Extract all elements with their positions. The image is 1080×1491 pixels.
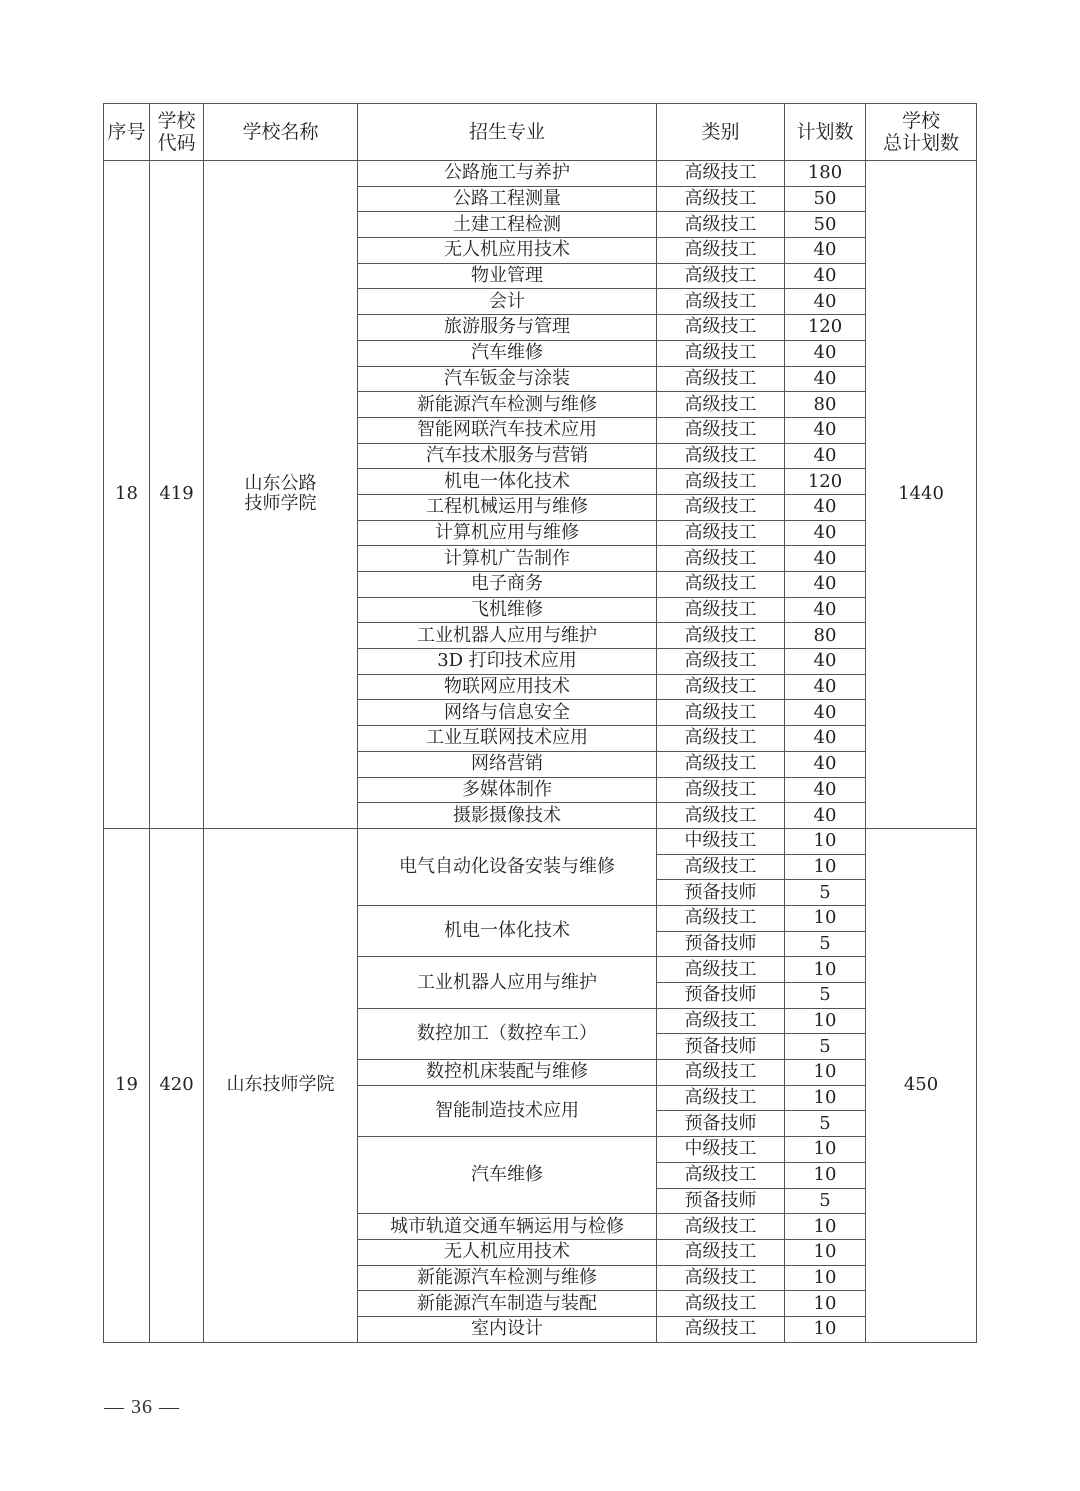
school-name-cell <box>204 828 358 1342</box>
school-name-line2: 技师学院 <box>244 493 317 515</box>
table-body <box>104 161 977 1343</box>
category-cell: 高级技工 <box>657 777 785 803</box>
header-school-code-line2: 代码 <box>157 132 196 154</box>
plan-count-cell: 10 <box>785 905 866 931</box>
category-cell: 高级技工 <box>657 700 785 726</box>
category-cell: 高级技工 <box>657 238 785 264</box>
category-cell: 高级技工 <box>657 674 785 700</box>
header-plan: 计划数 <box>785 104 866 161</box>
major-cell: 工业机器人应用与维护 <box>358 957 657 1008</box>
plan-count-cell: 40 <box>785 777 866 803</box>
plan-count-cell: 40 <box>785 572 866 598</box>
plan-count-cell: 10 <box>785 1265 866 1291</box>
plan-count-cell: 40 <box>785 726 866 752</box>
plan-count-cell: 40 <box>785 289 866 315</box>
major-cell: 公路施工与养护 <box>358 161 657 187</box>
plan-count-cell: 10 <box>785 957 866 983</box>
major-cell: 新能源汽车检测与维修 <box>358 1265 657 1291</box>
major-cell: 计算机应用与维修 <box>358 520 657 546</box>
major-cell: 土建工程检测 <box>358 212 657 238</box>
plan-count-cell: 40 <box>785 803 866 829</box>
major-cell: 3D 打印技术应用 <box>358 649 657 675</box>
plan-count-cell: 10 <box>785 854 866 880</box>
category-cell: 高级技工 <box>657 289 785 315</box>
plan-count-cell: 5 <box>785 931 866 957</box>
plan-count-cell: 80 <box>785 392 866 418</box>
header-school-code-line1: 学校 <box>157 110 196 132</box>
header-seq: 序号 <box>104 104 150 161</box>
category-cell: 高级技工 <box>657 1316 785 1342</box>
plan-count-cell: 5 <box>785 1034 866 1060</box>
category-cell: 高级技工 <box>657 443 785 469</box>
major-cell: 电子商务 <box>358 572 657 598</box>
major-cell: 公路工程测量 <box>358 186 657 212</box>
major-cell: 城市轨道交通车辆运用与检修 <box>358 1214 657 1240</box>
plan-count-cell: 10 <box>785 828 866 854</box>
major-cell: 新能源汽车制造与装配 <box>358 1291 657 1317</box>
plan-count-cell: 180 <box>785 161 866 187</box>
major-cell: 摄影摄像技术 <box>358 803 657 829</box>
major-cell: 汽车维修 <box>358 340 657 366</box>
category-cell: 预备技师 <box>657 880 785 906</box>
category-cell: 高级技工 <box>657 803 785 829</box>
school-seq-cell: 19 <box>104 828 150 1342</box>
plan-count-cell: 40 <box>785 366 866 392</box>
plan-count-cell: 40 <box>785 751 866 777</box>
school-name-cell <box>204 161 358 829</box>
major-cell: 飞机维修 <box>358 597 657 623</box>
category-cell: 高级技工 <box>657 494 785 520</box>
category-cell: 高级技工 <box>657 1265 785 1291</box>
major-cell: 汽车钣金与涂装 <box>358 366 657 392</box>
category-cell: 高级技工 <box>657 1008 785 1034</box>
category-cell: 高级技工 <box>657 854 785 880</box>
category-cell: 预备技师 <box>657 1034 785 1060</box>
major-cell: 室内设计 <box>358 1316 657 1342</box>
header-school-total-line1: 学校 <box>901 110 940 132</box>
plan-count-cell: 80 <box>785 623 866 649</box>
plan-count-cell: 40 <box>785 340 866 366</box>
category-cell: 预备技师 <box>657 1188 785 1214</box>
major-cell: 会计 <box>358 289 657 315</box>
category-cell: 高级技工 <box>657 1239 785 1265</box>
category-cell: 高级技工 <box>657 1214 785 1240</box>
header-school-code <box>150 104 204 161</box>
major-cell: 机电一体化技术 <box>358 469 657 495</box>
page-number: — 36 — <box>104 1396 180 1418</box>
major-cell: 无人机应用技术 <box>358 1239 657 1265</box>
category-cell: 高级技工 <box>657 649 785 675</box>
plan-count-cell: 10 <box>785 1008 866 1034</box>
category-cell: 高级技工 <box>657 1291 785 1317</box>
enrollment-plan-table <box>103 103 977 1343</box>
plan-count-cell: 10 <box>785 1214 866 1240</box>
category-cell: 预备技师 <box>657 931 785 957</box>
major-cell: 汽车技术服务与营销 <box>358 443 657 469</box>
category-cell: 高级技工 <box>657 340 785 366</box>
plan-count-cell: 120 <box>785 469 866 495</box>
major-cell: 工业互联网技术应用 <box>358 726 657 752</box>
major-cell: 计算机广告制作 <box>358 546 657 572</box>
header-school-name: 学校名称 <box>204 104 358 161</box>
major-cell: 数控加工（数控车工） <box>358 1008 657 1059</box>
plan-count-cell: 120 <box>785 315 866 341</box>
plan-count-cell: 40 <box>785 520 866 546</box>
plan-count-cell: 5 <box>785 880 866 906</box>
plan-count-cell: 40 <box>785 546 866 572</box>
major-cell: 多媒体制作 <box>358 777 657 803</box>
major-cell: 机电一体化技术 <box>358 905 657 956</box>
category-cell: 高级技工 <box>657 1085 785 1111</box>
school-name-line1: 山东技师学院 <box>226 1074 335 1096</box>
plan-count-cell: 40 <box>785 443 866 469</box>
school-seq-cell: 18 <box>104 161 150 829</box>
plan-count-cell: 10 <box>785 1162 866 1188</box>
category-cell: 高级技工 <box>657 751 785 777</box>
plan-count-cell: 40 <box>785 238 866 264</box>
category-cell: 高级技工 <box>657 315 785 341</box>
major-cell: 电气自动化设备安装与维修 <box>358 828 657 905</box>
major-cell: 新能源汽车检测与维修 <box>358 392 657 418</box>
major-cell: 物业管理 <box>358 263 657 289</box>
category-cell: 高级技工 <box>657 1162 785 1188</box>
major-cell: 智能制造技术应用 <box>358 1085 657 1136</box>
category-cell: 高级技工 <box>657 957 785 983</box>
major-cell: 物联网应用技术 <box>358 674 657 700</box>
school-code-cell: 420 <box>150 828 204 1342</box>
plan-count-cell: 10 <box>785 1239 866 1265</box>
header-school-total-line2: 总计划数 <box>882 132 959 154</box>
plan-count-cell: 40 <box>785 494 866 520</box>
major-cell: 智能网联汽车技术应用 <box>358 417 657 443</box>
category-cell: 高级技工 <box>657 469 785 495</box>
plan-count-cell: 10 <box>785 1316 866 1342</box>
plan-count-cell: 40 <box>785 674 866 700</box>
major-cell: 网络营销 <box>358 751 657 777</box>
header-major: 招生专业 <box>358 104 657 161</box>
school-name-line1: 山东公路 <box>244 473 317 495</box>
category-cell: 高级技工 <box>657 623 785 649</box>
table-row <box>104 828 977 854</box>
category-cell: 高级技工 <box>657 263 785 289</box>
plan-count-cell: 40 <box>785 700 866 726</box>
category-cell: 高级技工 <box>657 572 785 598</box>
plan-count-cell: 40 <box>785 417 866 443</box>
category-cell: 中级技工 <box>657 828 785 854</box>
plan-count-cell: 10 <box>785 1085 866 1111</box>
major-cell: 汽车维修 <box>358 1137 657 1214</box>
plan-count-cell: 10 <box>785 1137 866 1163</box>
plan-count-cell: 5 <box>785 1111 866 1137</box>
plan-count-cell: 10 <box>785 1060 866 1086</box>
plan-count-cell: 5 <box>785 1188 866 1214</box>
category-cell: 高级技工 <box>657 546 785 572</box>
major-cell: 无人机应用技术 <box>358 238 657 264</box>
school-total-cell: 450 <box>866 828 977 1342</box>
table-row <box>104 161 977 187</box>
category-cell: 高级技工 <box>657 186 785 212</box>
category-cell: 高级技工 <box>657 392 785 418</box>
header-category: 类别 <box>657 104 785 161</box>
plan-count-cell: 40 <box>785 263 866 289</box>
category-cell: 预备技师 <box>657 1111 785 1137</box>
category-cell: 高级技工 <box>657 1060 785 1086</box>
major-cell: 网络与信息安全 <box>358 700 657 726</box>
category-cell: 高级技工 <box>657 366 785 392</box>
category-cell: 高级技工 <box>657 905 785 931</box>
category-cell: 高级技工 <box>657 726 785 752</box>
category-cell: 高级技工 <box>657 161 785 187</box>
category-cell: 中级技工 <box>657 1137 785 1163</box>
plan-count-cell: 40 <box>785 649 866 675</box>
category-cell: 高级技工 <box>657 417 785 443</box>
school-total-cell: 1440 <box>866 161 977 829</box>
category-cell: 高级技工 <box>657 597 785 623</box>
school-code-cell: 419 <box>150 161 204 829</box>
major-cell: 工程机械运用与维修 <box>358 494 657 520</box>
major-cell: 数控机床装配与维修 <box>358 1060 657 1086</box>
category-cell: 高级技工 <box>657 520 785 546</box>
plan-count-cell: 10 <box>785 1291 866 1317</box>
major-cell: 工业机器人应用与维护 <box>358 623 657 649</box>
category-cell: 高级技工 <box>657 212 785 238</box>
plan-count-cell: 50 <box>785 186 866 212</box>
header-school-total <box>866 104 977 161</box>
plan-count-cell: 5 <box>785 983 866 1009</box>
plan-count-cell: 50 <box>785 212 866 238</box>
plan-count-cell: 40 <box>785 597 866 623</box>
major-cell: 旅游服务与管理 <box>358 315 657 341</box>
category-cell: 预备技师 <box>657 983 785 1009</box>
table-header-row <box>104 104 977 161</box>
